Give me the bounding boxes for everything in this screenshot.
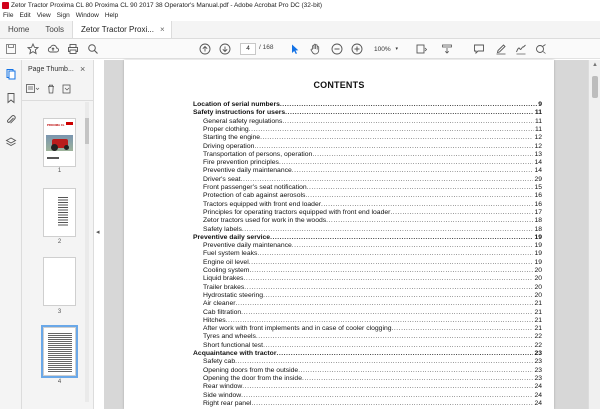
toc-entry-title: Tyres and wheels [203,333,256,341]
toc-entry-title: Driving operation [203,142,255,150]
search-icon[interactable] [86,42,100,56]
thumbnail-label-2: 2 [57,239,62,245]
toc-section-entry[interactable] [193,109,542,117]
toc-entry-title: Safety labels [203,225,242,233]
toc-leader-dots [249,259,534,267]
thumbnail-label-3: 3 [57,309,62,315]
tab-tools[interactable]: Tools [45,25,65,34]
contents-heading: CONTENTS [313,80,365,90]
toc-entry-page: 24 [534,399,542,407]
save-icon[interactable] [4,42,18,56]
toc-leader-dots [280,101,537,109]
toc-entry[interactable] [203,217,542,225]
toc-leader-dots [285,109,534,117]
tab-home[interactable]: Home [8,25,30,34]
toc-entry-title: Acquaintance with tractor [193,350,277,357]
toc-entry-title: Air cleaner [203,300,236,308]
toc-entry-title: Tractors equipped with front end loader [203,200,322,208]
toc-leader-dots [270,234,533,242]
comment-icon[interactable] [472,42,486,56]
menu-view[interactable]: View [36,12,51,19]
toolbar [0,39,600,59]
page-thumbnails-icon[interactable] [5,68,17,80]
toc-entry[interactable] [203,201,542,209]
cover-title: PROXIMA CL [47,123,65,127]
toc-leader-dots [241,392,533,400]
toc-leader-dots [298,367,533,375]
toc-entry[interactable] [203,342,542,350]
attachments-paperclip-icon[interactable] [5,114,17,126]
toc-entry-page: 22 [534,341,542,349]
bookmarks-icon[interactable] [5,92,17,104]
toc-entry-page: 21 [534,325,542,333]
toc-entry-page: 20 [534,275,542,283]
toc-entry-title: Front passenger’s seat notification [203,184,307,191]
delete-page-icon[interactable] [46,84,56,94]
scrollbar-thumb[interactable] [592,76,598,98]
toc-leader-dots [236,300,534,308]
toc-entry-title: Driver's seat [203,175,241,183]
toc-entry-page: 14 [534,159,542,167]
scroll-mode-icon[interactable] [440,42,454,56]
toc-entry[interactable] [203,309,542,317]
toc-entry-title: Preventive daily service [193,233,271,241]
toc-entry-title: Short functional test [203,341,264,349]
toc-entry[interactable] [203,400,542,408]
toc-entry-title: After work with front implements and in case of cooler clogging [203,325,392,333]
title-bar [0,0,600,10]
toc-entry[interactable] [203,267,542,275]
toc-entry-page: 18 [534,225,542,233]
tab-document-label: Zetor Tractor Proxi... [81,25,154,34]
draw-signature-icon[interactable] [514,42,528,56]
print-icon[interactable] [66,42,80,56]
toc-entry[interactable] [203,159,542,167]
toc-entry-title: Right rear panel [203,399,252,407]
menu-file[interactable]: File [3,12,14,19]
toc-leader-dots [243,275,533,283]
toc-leader-dots [249,126,534,134]
toc-entry-title: Safety cab [203,358,236,366]
toc-entry-title: Preventive daily maintenance [203,242,292,250]
toc-leader-dots [254,143,533,151]
toc-section-entry[interactable] [193,350,542,358]
toc-entry[interactable] [203,151,542,159]
highlight-pen-icon[interactable] [494,42,508,56]
toc-entry-title: Transportation of persons, operation [203,150,313,158]
tab-bar [0,21,600,39]
toc-entry[interactable] [203,192,542,200]
toc-leader-dots [257,250,533,258]
toc-leader-dots [302,375,533,383]
toc-entry[interactable] [203,383,542,391]
toc-entry[interactable] [203,167,542,175]
chevron-down-icon: ▾ [395,46,398,52]
zoom-out-icon[interactable] [330,42,344,56]
toc-entry-page: 13 [534,150,542,158]
toc-leader-dots [263,292,533,300]
scroll-up-arrow-icon[interactable]: ▲ [592,62,598,68]
panel-toolbar [26,82,86,96]
zoom-in-icon[interactable] [350,42,364,56]
toc-entry-title: Opening the door from the inside [203,374,302,382]
acrobat-app-icon [2,2,9,9]
previous-page-icon[interactable] [198,42,212,56]
toc-entry-page: 16 [534,200,542,208]
toc-leader-dots [392,325,534,333]
cover-wheel [64,145,69,150]
toc-entry-page: 19 [534,233,542,241]
layers-icon[interactable] [5,136,17,148]
toc-entry-page: 11 [534,125,542,133]
toc-entry-page: 21 [534,308,542,316]
window-title: Zetor Tractor Proxima CL 80 Proxima CL 90 2017 38 Operator's Manual.pdf - Adobe Acrobat Pro DC (32-bit) [11,1,323,9]
left-navigation-rail [0,60,22,409]
toc-entry-title: Hitches [203,316,226,324]
toc-entry-title: Safety instructions for users [193,109,286,117]
toc-entry[interactable] [203,184,542,192]
toc-entry-title: Hydrostatic steering [203,291,264,299]
toc-leader-dots [251,400,533,408]
fit-page-icon[interactable] [414,42,428,56]
toc-entry-page: 12 [534,134,542,142]
thumbnail-page-2[interactable] [43,188,76,237]
toc-leader-dots [292,167,534,175]
toc-entry-page: 19 [534,250,542,258]
tab-document[interactable] [72,21,172,38]
toc-entry-title: Proper clothing [203,125,249,133]
zoom-level-select[interactable] [372,43,400,55]
toc-entry-title: Side window [203,391,242,399]
tab-close-icon[interactable]: × [159,25,165,34]
toc-entry[interactable] [203,292,542,300]
toc-entry[interactable] [203,392,542,400]
bookmark-star-icon[interactable] [26,42,40,56]
toc-entry-title: General safety regulations [203,117,283,125]
toc-entry[interactable] [203,284,542,292]
cover-logo [66,122,73,125]
toc-entry-title: Rear window [203,383,243,391]
next-page-icon[interactable] [218,42,232,56]
panel-divider [22,100,94,101]
toc-entry-page: 9 [538,101,542,108]
toc-entry-page: 29 [534,175,542,183]
menu-window[interactable]: Window [75,12,99,19]
upload-cloud-icon[interactable] [46,42,60,56]
thumbnail-text-lines [58,197,68,227]
toc-leader-dots [305,192,533,200]
toc-leader-dots [321,201,533,209]
toc-entry-title: Engine oil level [203,258,249,266]
toc-leader-dots [256,333,534,341]
toc-leader-dots [326,217,533,225]
toc-entry-page: 22 [534,333,542,341]
hand-tool-icon[interactable] [308,42,322,56]
toc-entry[interactable] [203,275,542,283]
toc-entry-page: 12 [534,142,542,150]
toc-leader-dots [307,184,534,192]
toc-entry[interactable] [203,375,542,383]
toc-entry-page: 11 [534,117,542,125]
toc-entry-page: 21 [534,316,542,324]
menu-sign[interactable]: Sign [56,12,70,19]
toc-entry-page: 20 [534,291,542,299]
toc-entry-title: Cooling system [203,267,250,274]
toc-entry-page: 18 [534,217,542,225]
toc-entry-title: Trailer brakes [203,283,245,291]
toc-section-entry[interactable] [193,234,542,242]
toc-leader-dots [244,284,533,292]
toc-leader-dots [260,134,533,142]
toc-leader-dots [241,309,533,317]
toc-leader-dots [242,226,534,234]
collapse-panel-icon[interactable]: ◂ [96,229,100,236]
toc-entry-page: 21 [534,300,542,308]
toc-entry-title: Location of serial numbers [193,101,280,108]
toc-entry[interactable] [203,325,542,333]
toc-entry[interactable] [203,134,542,142]
toc-entry-page: 14 [534,167,542,175]
toc-entry[interactable] [203,126,542,134]
toc-leader-dots [390,209,533,217]
toc-entry-page: 24 [534,383,542,391]
page-number-input[interactable]: 4 [240,43,256,55]
thumbnail-label-1: 1 [57,168,62,174]
thumbnail-text-lines [48,333,72,373]
toc-entry[interactable] [203,118,542,126]
toc-entry[interactable] [203,300,542,308]
toc-entry[interactable] [203,317,542,325]
close-icon[interactable]: × [80,64,86,74]
toc-entry-page: 19 [534,242,542,250]
toc-leader-dots [263,342,533,350]
toc-entry[interactable] [203,367,542,375]
toc-entry-title: Starting the engine [203,134,261,142]
toc-leader-dots [312,151,533,159]
toc-entry-page: 23 [534,350,542,357]
options-menu-icon[interactable] [26,84,40,94]
toc-leader-dots [242,383,533,391]
menu-edit[interactable]: Edit [19,12,31,19]
toc-entry[interactable] [203,242,542,250]
toc-entry-page: 15 [534,184,542,191]
toc-entry-title: Liquid brakes [203,275,244,283]
toc-entry-title: Fire prevention principles [203,159,279,167]
toc-entry-page: 17 [534,208,542,216]
thumbnail-scrollbar-thumb[interactable] [85,118,89,144]
thumbnail-page-4[interactable] [43,327,76,376]
toc-entry[interactable] [203,259,542,267]
toc-entry-page: 11 [534,109,542,117]
panel-title: Page Thumb... [28,66,74,73]
toc-entry-title: Opening doors from the outside [203,366,299,374]
toc-entry-page: 23 [534,358,542,366]
toc-entry[interactable] [203,209,542,217]
page-total: / 168 [259,44,274,51]
cover-footer [47,157,59,159]
document-page [124,60,554,409]
toc-leader-dots [226,317,534,325]
thumbnail-scrollbar[interactable] [85,102,89,402]
toc-leader-dots [282,118,534,126]
thumbnail-page-3[interactable] [43,257,76,306]
menu-help[interactable]: Help [104,12,119,19]
toc-entry-title: Principles for operating tractors equipped with front end loader [203,208,391,216]
page-actions-icon[interactable] [62,84,72,94]
menu-bar [0,10,600,21]
thumbnail-page-1[interactable] [43,118,76,167]
toc-entry-page: 19 [534,258,542,266]
toc-leader-dots [279,159,534,167]
toc-entry-title: Zetor tractors used for work in the woods [203,217,327,225]
toc-leader-dots [292,242,534,250]
toc-entry-page: 20 [534,283,542,291]
toc-entry[interactable] [203,358,542,366]
toc-leader-dots [235,358,533,366]
toc-entry-page: 23 [534,374,542,382]
toc-entry[interactable] [203,226,542,234]
toc-entry[interactable] [203,176,542,184]
toc-entry-page: 23 [534,366,542,374]
toc-entry-page: 16 [534,192,542,200]
toc-leader-dots [241,176,534,184]
toc-entry[interactable] [203,250,542,258]
toc-entry-title: Protection of cab against aerosols [203,192,306,200]
zoom-level-value: 100% [374,45,391,53]
thumbnail-label-4: 4 [57,379,62,385]
toc-entry-page: 20 [534,267,542,274]
toc-entry-title: Cab filtration [203,308,242,316]
toc-entry-title: Fuel system leaks [203,250,258,258]
select-cursor-icon[interactable] [288,42,302,56]
cover-wheel [51,144,58,151]
toc-entry-title: Preventive daily maintenance [203,167,292,175]
toc-entry[interactable] [203,333,542,341]
toc-entry[interactable] [203,143,542,151]
vertical-scrollbar[interactable] [588,60,600,409]
toc-leader-dots [276,350,533,358]
stamp-icon[interactable] [534,42,548,56]
toc-entry-page: 24 [534,391,542,399]
toc-leader-dots [249,267,533,275]
toc-section-entry[interactable] [193,101,542,109]
